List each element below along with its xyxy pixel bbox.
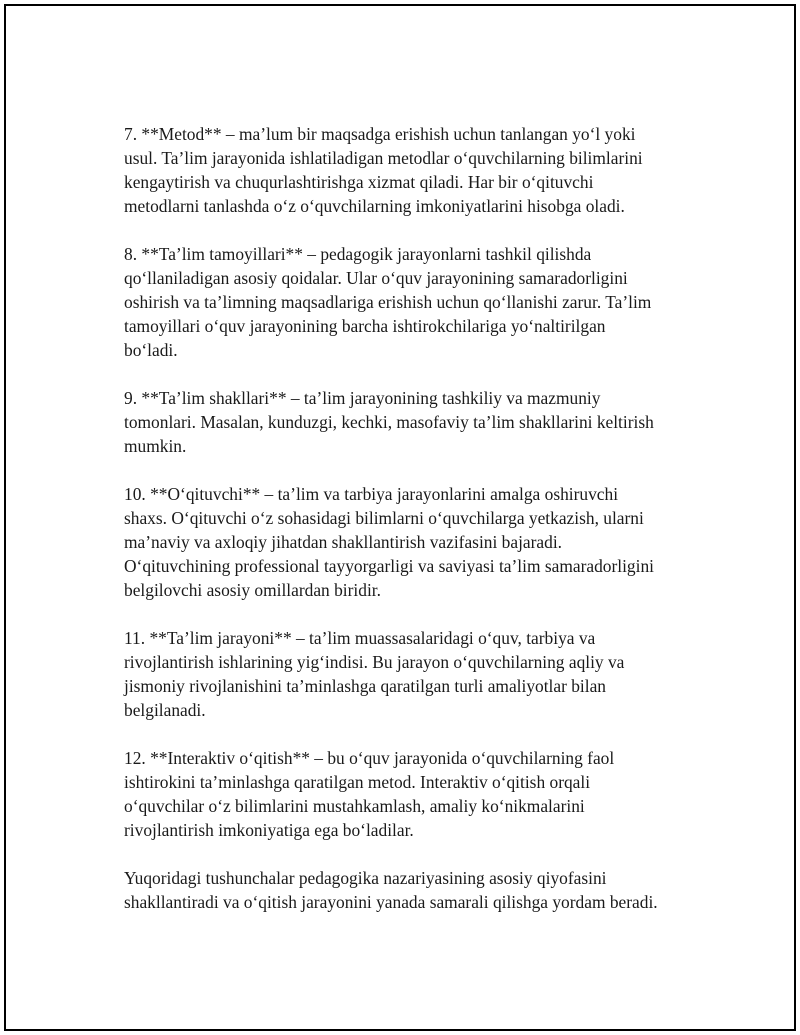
text-line: ma’naviy va axloqiy jihatdan shakllantirish vazifasini bajaradi.: [124, 532, 563, 552]
text-line: 9. **Ta’lim shakllari** – ta’lim jarayonining tashkiliy va mazmuniy: [124, 388, 601, 408]
text-line: ishtirokini ta’minlashga qaratilgan metod. Interaktiv o‘qitish orqali: [124, 772, 591, 792]
text-line: belgilanadi.: [124, 700, 206, 720]
text-line: kengaytirish va chuqurlashtirishga xizmat qiladi. Har bir o‘qituvchi: [124, 172, 594, 192]
text-line: metodlarni tanlashda o‘z o‘quvchilarning imkoniyatlarini hisobga oladi.: [124, 196, 625, 216]
text-line: o‘quvchilar o‘z bilimlarini mustahkamlash, amaliy ko‘nikmalarini: [124, 796, 585, 816]
document-body: [124, 122, 704, 914]
text-line: 12. **Interaktiv o‘qitish** – bu o‘quv jarayonida o‘quvchilarning faol: [124, 748, 615, 768]
paragraph-interaktiv-oqitish: [124, 746, 704, 842]
text-line: 7. **Metod** – ma’lum bir maqsadga erishish uchun tanlangan yo‘l yoki: [124, 124, 636, 144]
paragraph-metod: [124, 122, 704, 218]
text-line: qo‘llaniladigan asosiy qoidalar. Ular o‘quv jarayonining samaradorligini: [124, 268, 628, 288]
text-line: usul. Ta’lim jarayonida ishlatiladigan metodlar o‘quvchilarning bilimlarini: [124, 148, 643, 168]
text-line: tamoyillari o‘quv jarayonining barcha ishtirokchilariga yo‘naltirilgan: [124, 316, 606, 336]
text-line: 8. **Ta’lim tamoyillari** – pedagogik jarayonlarni tashkil qilishda: [124, 244, 592, 264]
text-line: tomonlari. Masalan, kunduzgi, kechki, masofaviy ta’lim shakllarini keltirish: [124, 412, 654, 432]
page-frame: [4, 4, 796, 1031]
paragraph-talim-jarayoni: [124, 626, 704, 722]
text-line: rivojlantirish imkoniyatiga ega bo‘ladilar.: [124, 820, 414, 840]
paragraph-talim-shakllari: [124, 386, 704, 458]
text-line: jismoniy rivojlanishini ta’minlashga qaratilgan turli amaliyotlar bilan: [124, 676, 607, 696]
text-line: 10. **O‘qituvchi** – ta’lim va tarbiya jarayonlarini amalga oshiruvchi: [124, 484, 619, 504]
paragraph-conclusion: [124, 866, 704, 914]
text-line: bo‘ladi.: [124, 340, 178, 360]
text-line: belgilovchi asosiy omillardan biridir.: [124, 580, 381, 600]
text-line: oshirish va ta’limning maqsadlariga erishish uchun qo‘llanishi zarur. Ta’lim: [124, 292, 652, 312]
text-line: mumkin.: [124, 436, 187, 456]
text-line: Yuqoridagi tushunchalar pedagogika nazariyasining asosiy qiyofasini: [124, 868, 607, 888]
text-line: O‘qituvchining professional tayyorgarligi va saviyasi ta’lim samaradorligini: [124, 556, 654, 576]
text-line: shaxs. O‘qituvchi o‘z sohasidagi bilimlarni o‘quvchilarga yetkazish, ularni: [124, 508, 644, 528]
paragraph-oqituvchi: [124, 482, 704, 602]
paragraph-talim-tamoyillari: [124, 242, 704, 362]
text-line: shakllantiradi va o‘qitish jarayonini yanada samarali qilishga yordam beradi.: [124, 892, 658, 912]
text-line: rivojlantirish ishlarining yig‘indisi. Bu jarayon o‘quvchilarning aqliy va: [124, 652, 625, 672]
text-line: 11. **Ta’lim jarayoni** – ta’lim muassasalaridagi o‘quv, tarbiya va: [124, 628, 596, 648]
